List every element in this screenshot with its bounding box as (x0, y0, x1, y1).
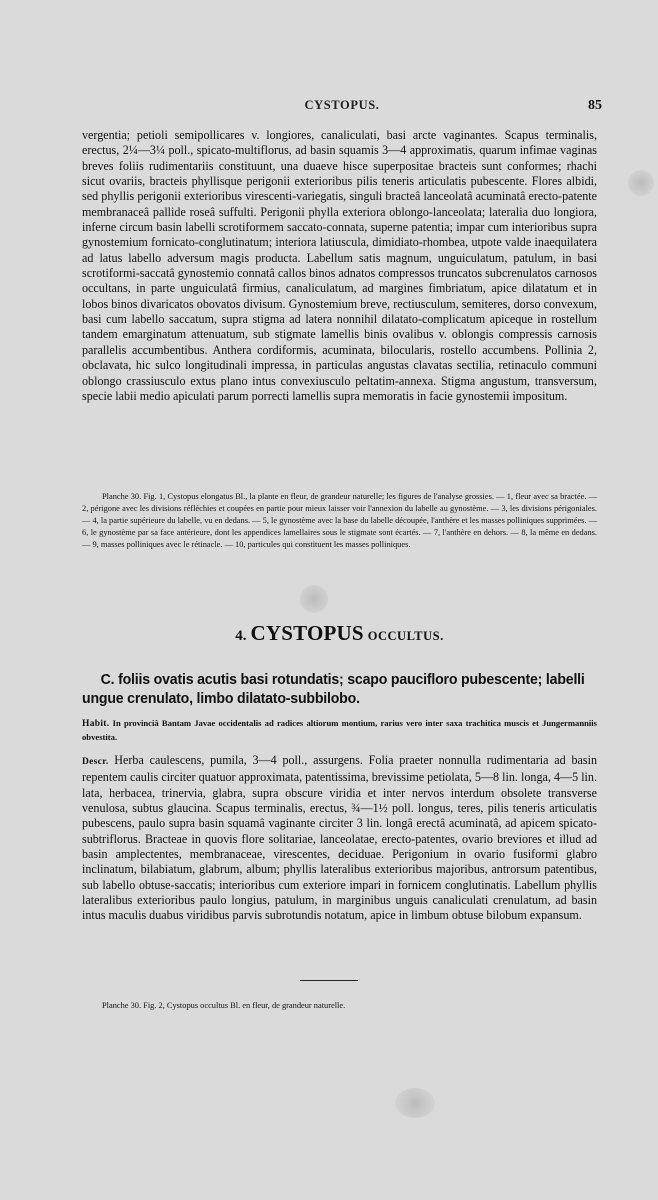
paper-stain (395, 1088, 435, 1118)
habitat-text: In provinciâ Bantam Javae occidentalis ad radices altiorum montium, rarius vero inter saxa trachitica muscis et Jungermanniis obvestita. (82, 718, 597, 742)
section-divider (300, 980, 358, 981)
habitat-label: Habit. (82, 719, 110, 729)
species-heading (82, 621, 597, 646)
page-number: 85 (588, 98, 602, 113)
plate-caption-fig-1: Planche 30. Fig. 1, Cystopus elongatus Bl., la plante en fleur, de grandeur naturelle; les figures de l'analyse grossies. — 1, fleur avec sa bractée. — 2, périgone avec les divisions réfléchies et coupées en partie pour mieux laisser voir l'annexion du labelle au gynostème. — 3, les divisions périgoniales. — 4, la partie supérieure du labelle, vu en dedans. — 5, le gynostème avec la base du labelle découpée, l'anthère et les masses polliniques supprimées. — 6, le gynostème par sa face antérieure, dont les appendices lamellaires sous le stigmate sont écartés. — 7, l'anthère en dehors. — 8, la même en dedans. — 9, masses polliniques avec le rétinacle. — 10, particules qui constituent les masses polliniques. (82, 492, 597, 550)
page-header (82, 98, 602, 118)
description-paragraph (82, 753, 597, 924)
species-epithet: OCCULTUS. (367, 629, 444, 643)
habitat-paragraph (82, 717, 597, 744)
plate-caption-fig-2: Planche 30. Fig. 2, Cystopus occultus Bl. en fleur, de grandeur naturelle. (102, 1001, 346, 1010)
description-label: Descr. (82, 757, 109, 767)
running-title: CYSTOPUS. (304, 98, 380, 112)
paper-stain (300, 585, 328, 613)
genus-name: CYSTOPUS (250, 621, 364, 645)
paper-stain (628, 170, 654, 196)
species-number: 4. (235, 628, 247, 644)
description-text: Herba caulescens, pumila, 3—4 poll., assurgens. Folia praeter nonnulla rudimentaria ad basin repentem caulis circiter quatuor approximata, patentissima, brevissime petiolata, 5—8 lin. longa, 4—5 lin. lata, herbacea, trinervia, glabra, supra obscure viridia et inter nervos interdum obsolete transverse venulosa, subtus glaucina. Scapus terminalis, erectus, ¾—1½ poll. longus, teres, pilis teneris articulatis pubescens, paulo supra basin squamâ vaginante circiter 3 lin. longâ erectâ acuminatâ, ad apicem spicato-subtriflorus. Bracteae in quovis flore solitariae, lanceolatae, erecto-patentes, ovario breviores et illud ad basin amplectentes, membranaceae, virescentes, deciduae. Perigonium in ovario fusiformi glabro inclinatum, bilabiatum, glabrum, album; phyllis lateralibus exterioribus majoribus, antrorsum patentibus, sub labello obtuse-saccatis; interioribus cum exteriore impari in fornicem conglutinatis. Labellum phyllis lateralibus exterioribus paulo longius, patulum, in marginibus unguis canaliculati crenulatum, ad basin intus maculis duabus viridibus parvis subrotundis notatum, apice in limbum obtuse bilobum expansum. (82, 753, 597, 923)
species-description-continued: vergentia; petioli semipollicares v. longiores, canaliculati, basi arcte vaginantes. Scapus terminalis, erectus, 2¼—3¼ poll., spicato-multiflorus, ad basin squamis 3—4 approximatis, quarum infimae vaginas breves foliis rudimentariis constituunt, una duaeve hisce superpositae bracteis sunt conformes; rhachi sicut ovariis, bracteis phyllisque perigonii exterioribus pilis teneris articulatis pubescente. Flores albidi, sed phyllis perigonii exterioribus virescenti-variegatis, singuli bracteâ lanceolatâ acuminatâ erecto-patente membranaceâ pallide roseâ suffulti. Perigonii phylla exteriora oblongo-lanceolata; lateralia duo longiora, inferne circum basin labelli scrotiformem saccato-connata, superne patentia; impar cum interioribus supra gynostemium fornicato-conglutinatum; interiora latiuscula, dimidiato-rhombea, utpote valde inaequilatera ad latus labello adversum magis producta. Labellum satis magnum, unguiculatum, patulum, in basi scrotiformi-saccatâ gynostemio connatâ callos binos adnatos compressos truncatos subcrenulatos carnosos occultans, in parte unguiculatâ firmius, canaliculatum, ad margines fimbriatum, apice dilatatum et in lobos binos divaricatos obovatos divisum. Gynostemium breve, rectiusculum, semiteres, dorso convexum, basi cum labello saccatum, supra stigma ad latera nonnihil dilatato-complicatum apiceque in rostellum tandem emarginatum attenuatum, sub stigmate lamellis binis ovalibus v. oblongis compressis carnosis parallelis accumbentibus. Anthera cordiformis, acuminata, bilocularis, rostello accumbens. Pollinia 2, obclavata, hic sulco longitudinali impressa, in particulas angustas clavatas sectilia, retinaculo communi oblongo crassiusculo extus plano intus convexiusculo peltatim-annexa. Stigma angustum, transversum, specie labii medio apiculati parum porrecti lamellis supra memoratis in facie gynostemii impositum. (82, 128, 597, 403)
species-diagnosis: C. foliis ovatis acutis basi rotundatis; scapo paucifloro pubescente; labelli ungue crenulato, limbo dilatato-subbilobo. (82, 671, 585, 707)
